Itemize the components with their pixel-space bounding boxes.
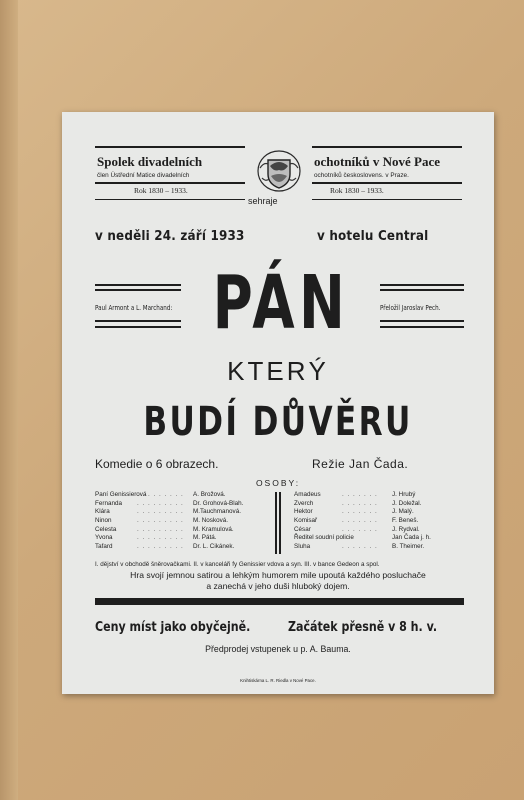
cast-divider-1 bbox=[275, 492, 277, 554]
left-rule-2 bbox=[95, 289, 181, 291]
printer-imprint: Knihtiskárna L. R. Riedla v Nové Pace. bbox=[240, 678, 316, 683]
actor: J. Rydval. bbox=[392, 525, 420, 533]
sehraje-label: sehraje bbox=[248, 196, 278, 206]
actor: J. Doležal. bbox=[392, 499, 422, 507]
role: Tafard bbox=[95, 543, 113, 551]
cast-row bbox=[294, 500, 464, 509]
right-rule-2 bbox=[380, 289, 464, 291]
role: Komisař bbox=[294, 517, 318, 525]
description-line-1: Hra svojí jemnou satirou a lehkým humorem mile upoutá každého posluchače bbox=[130, 570, 426, 580]
actor: F. Beneš. bbox=[392, 517, 419, 525]
society-crest-icon bbox=[256, 148, 302, 194]
role: César bbox=[294, 525, 311, 533]
actor: A. Brožová. bbox=[193, 491, 226, 498]
cast-row bbox=[294, 543, 464, 552]
role: Fernanda bbox=[95, 499, 122, 507]
right-rule-3 bbox=[380, 320, 464, 322]
role: Yvona bbox=[95, 534, 113, 542]
cast-row bbox=[95, 500, 275, 509]
left-rule-3 bbox=[95, 320, 181, 322]
header-right-rule-bottom bbox=[312, 182, 462, 184]
title-line-3: BUDÍ DŮVĚRU bbox=[143, 399, 413, 445]
actor: B. Theimer. bbox=[392, 543, 425, 551]
actor: J. Hrubý bbox=[392, 491, 416, 498]
dots: . . . . . . . bbox=[342, 525, 378, 533]
thick-divider bbox=[95, 598, 464, 605]
cast-row bbox=[95, 543, 275, 552]
header-right-year: Rok 1830 – 1933. bbox=[330, 186, 384, 195]
role: Klára bbox=[95, 508, 110, 516]
dots: . . . . . . . bbox=[342, 508, 378, 516]
actor: Dr. Grohová-Blah. bbox=[193, 499, 244, 507]
right-rule-4 bbox=[380, 326, 464, 328]
description-line-2: a zanechá v jeho duši hluboký dojem. bbox=[206, 581, 350, 591]
cast-list-left bbox=[95, 491, 275, 552]
header-left-rule-top bbox=[95, 146, 245, 148]
performance-date: v neděli 24. září 1933 bbox=[95, 229, 245, 244]
cast-row bbox=[95, 517, 275, 526]
translator-label: Přeložil Jaroslav Pech. bbox=[380, 304, 441, 312]
cast-row bbox=[294, 508, 464, 517]
role: Hektor bbox=[294, 508, 313, 516]
dots: . . . . . . . bbox=[342, 499, 378, 507]
header-left-rule-bottom bbox=[95, 182, 245, 184]
prices-label: Ceny míst jako obyčejně. bbox=[95, 620, 251, 635]
header-right-title: ochotníků v Nové Pace bbox=[314, 154, 441, 169]
header-left-subtitle: člen Ústřední Matice divadelních bbox=[97, 172, 190, 179]
cast-row bbox=[294, 517, 464, 526]
cast-row bbox=[95, 508, 275, 517]
setting-note: I. dějství v obchodě šněrovačkami. II. v kanceláři fy Genissier vdova a syn. III. v bance Gedeon a spol. bbox=[95, 561, 380, 568]
left-rule-4 bbox=[95, 326, 181, 328]
role: Celesta bbox=[95, 525, 117, 533]
actor: Dr. L. Cikánek. bbox=[193, 543, 235, 551]
cast-divider-2 bbox=[279, 492, 281, 554]
start-time-label: Začátek přesně v 8 h. v. bbox=[288, 620, 438, 635]
actor: M.Tauchmanová. bbox=[193, 508, 241, 516]
role: Paní Genissierová bbox=[95, 491, 147, 498]
board-edge bbox=[0, 0, 18, 800]
cast-list-right bbox=[294, 491, 464, 552]
cast-row bbox=[294, 534, 464, 543]
dots: . . . . . . . . . bbox=[137, 517, 184, 525]
actor: M. Pátá. bbox=[193, 534, 217, 542]
presale-label: Předprodej vstupenek u p. A. Bauma. bbox=[205, 644, 351, 654]
theatre-poster bbox=[62, 112, 494, 694]
dots: . . . . . . . . . bbox=[137, 525, 184, 533]
title-main: PÁN bbox=[212, 260, 350, 346]
dots: . . . . . . . . . bbox=[137, 543, 184, 551]
dots: . . . . . . . bbox=[342, 491, 378, 498]
dots: . . . . . . . bbox=[342, 543, 378, 551]
dots: . . . . . . . . . bbox=[137, 491, 184, 498]
header-right-subtitle: ochotníků českoslovens. v Praze. bbox=[314, 172, 409, 179]
header-left-year: Rok 1830 – 1933. bbox=[134, 186, 188, 195]
role: Sluha bbox=[294, 543, 311, 551]
cast-row bbox=[95, 534, 275, 543]
role: Ředitel soudní policie bbox=[294, 534, 354, 542]
dots: . . . . . . . . . bbox=[137, 534, 184, 542]
cast-row bbox=[294, 491, 464, 500]
header-right-rule-foot bbox=[312, 199, 462, 200]
actor: J. Malý. bbox=[392, 508, 414, 516]
title-line-2: KTERÝ bbox=[227, 356, 329, 386]
header-right-rule-top bbox=[312, 146, 462, 148]
dots: . . . . . . . . . bbox=[137, 499, 184, 507]
header-left-title: Spolek divadelních bbox=[97, 154, 203, 169]
actor: M. Kramulová. bbox=[193, 525, 234, 533]
right-rule-1 bbox=[380, 284, 464, 286]
actor: M. Nosková. bbox=[193, 517, 228, 525]
cast-row bbox=[95, 526, 275, 535]
role: Amadeus bbox=[294, 491, 321, 498]
director-label: Režie Jan Čada. bbox=[312, 457, 409, 471]
dots: . . . . . . . . . bbox=[137, 508, 184, 516]
authors-label: Paul Armont a L. Marchand: bbox=[95, 304, 173, 312]
header-left-rule-foot bbox=[95, 199, 245, 200]
genre-label: Komedie o 6 obrazech. bbox=[95, 457, 219, 471]
cast-row bbox=[95, 491, 275, 500]
actor: Jan Čada j. h. bbox=[392, 534, 431, 542]
dots: . . . . . . . bbox=[342, 517, 378, 525]
role: Zverch bbox=[294, 499, 314, 507]
left-rule-1 bbox=[95, 284, 181, 286]
role: Ninon bbox=[95, 517, 112, 525]
cast-heading: OSOBY: bbox=[255, 478, 301, 488]
performance-venue: v hotelu Central bbox=[317, 229, 429, 244]
